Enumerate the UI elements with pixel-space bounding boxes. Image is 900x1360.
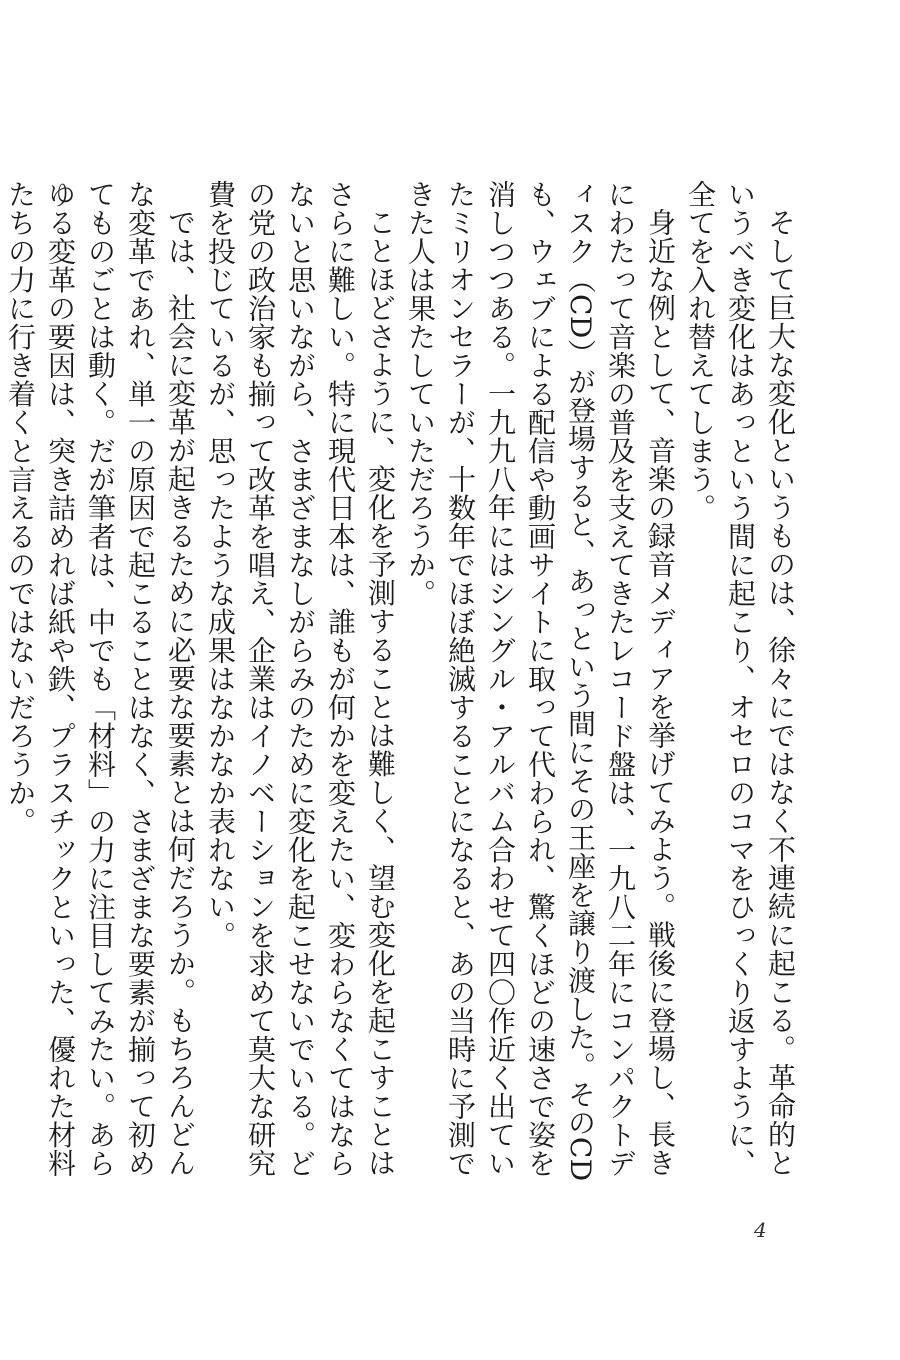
paragraph: 身近な例として、音楽の録音メディアを挙げてみよう。戦後に登場し、長きにわたって音楽の普及を支えてきたレコード盤は、一九八二年にコンパクトディスク（CD）が登場すると、あっという間にその王座を譲り渡した。そのCDも、ウェブによる配信や動画サイトに取って代わられ、驚くほどの速さで姿を消しつつある。一九九八年にはシングル・アルバム合わせて四〇作近く出ていたミリオンセラーが、十数年でほぼ絶滅することになると、あの当時に予測できた人は果たしていただろうか。 [404, 180, 677, 1182]
paragraph: ことほどさように、変化を予測することは難しく、望む変化を起こすことはさらに難しい。特に現代日本は、誰もが何かを変えたい、変わらなくてはならないと思いながら、さまざまなしがらみのために変化を起こせないでいる。どの党の政治家も揃って改革を唱え、企業はイノベーションを求めて莫大な研究費を投じているが、思ったような成果はなかなか表れない。 [204, 180, 397, 1178]
paragraph: そして巨大な変化というものは、徐々にではなく不連続に起こる。革命的というべき変化はあっという間に起こり、オセロのコマをひっくり返すように、全てを入れ替えてしまう。 [684, 180, 797, 1178]
paragraph: では、社会に変革が起きるために必要な要素とは何だろうか。もちろんどんな変革であれ、単一の原因で起こることはなく、さまざまな要素が揃って初めてものごとは動く。だが筆者は、中でも「材料」の力に注目してみたい。あらゆる変革の要因は、突き詰めれば紙や鉄、プラスチックといった、優れた材料たちの力に行き着くと言えるのではないだろうか。 [4, 180, 197, 1178]
body-text [0, 180, 800, 1190]
page-number: 4 [754, 1218, 767, 1242]
